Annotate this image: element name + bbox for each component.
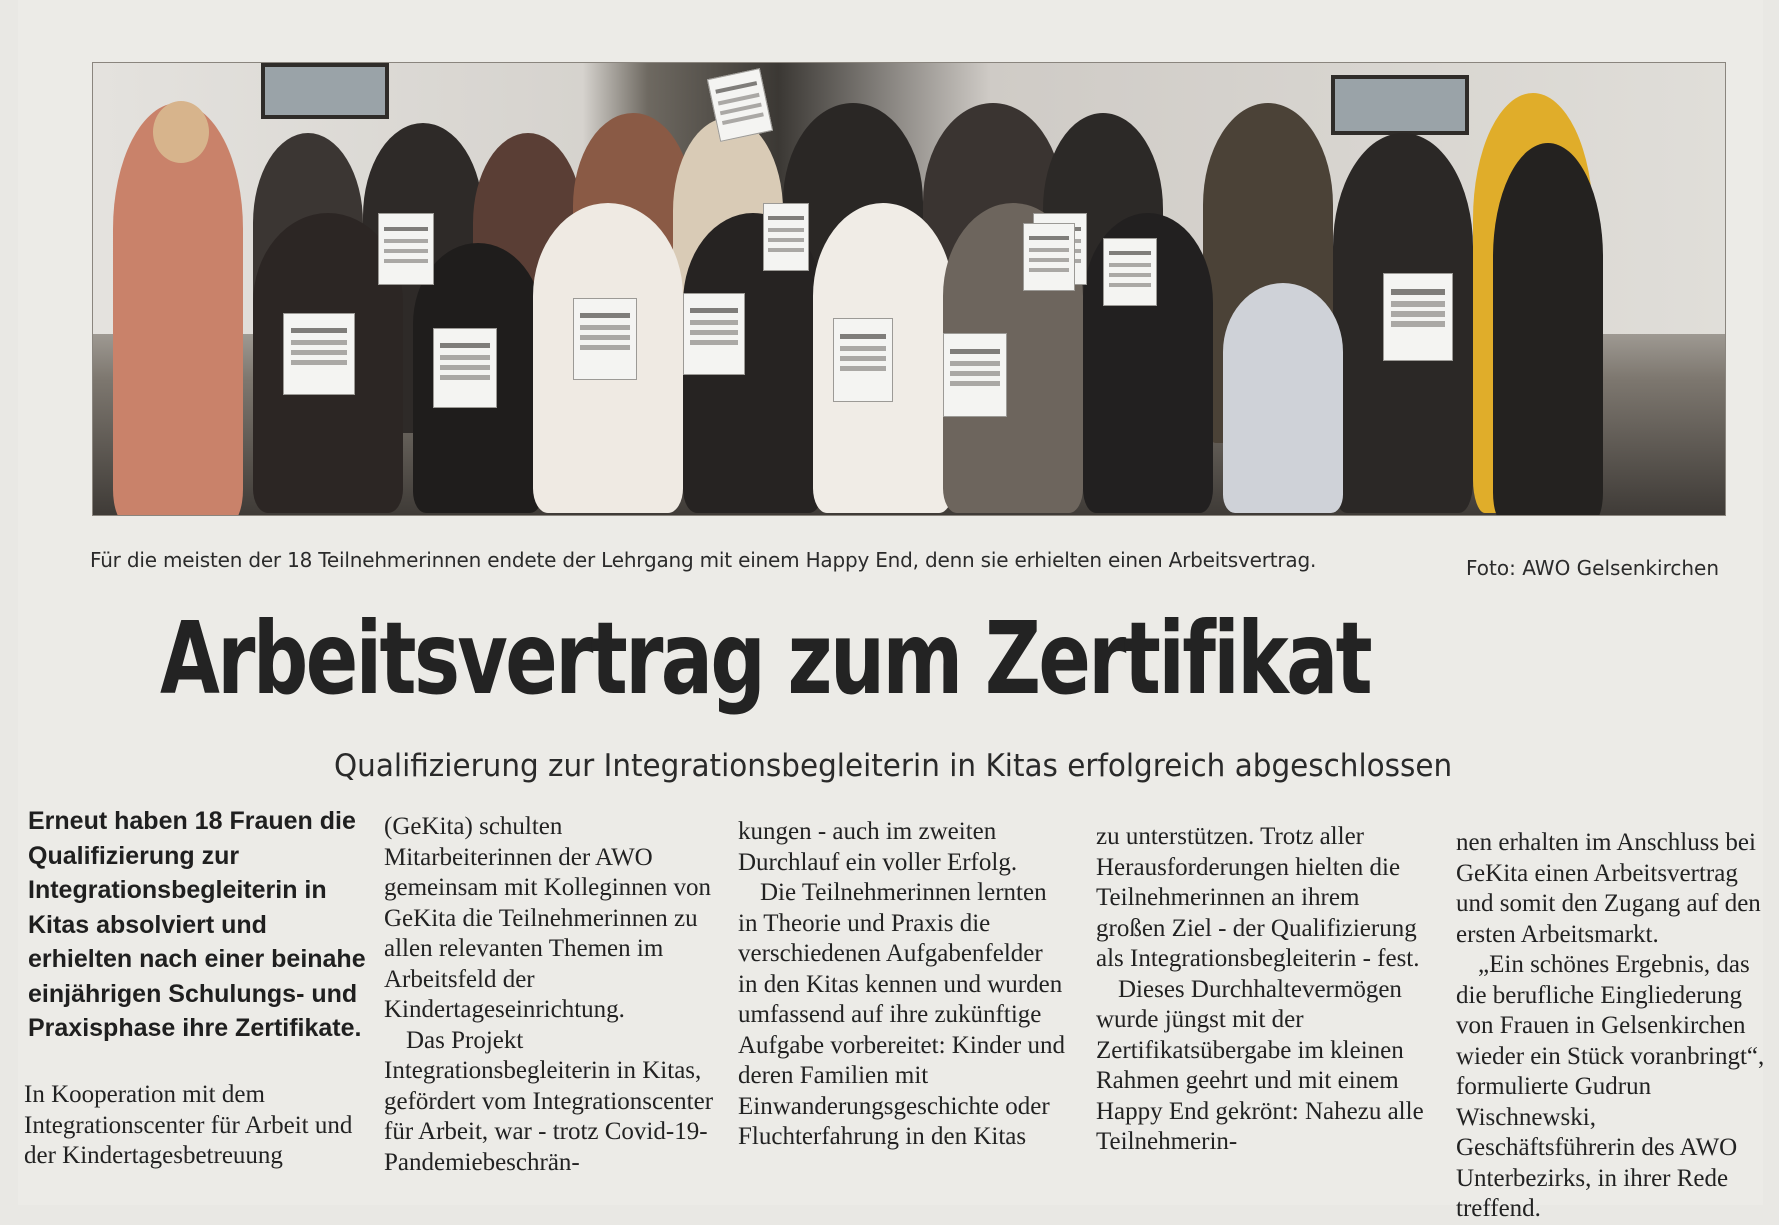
paragraph: (GeKita) schulten Mitarbeiterinnen der AWO gemeinsam mit Kolleginnen von GeKita die Teilnehmerinnen zu allen relevanten Themen im Arbeitsfeld der Kindertageseinrichtung. — [384, 813, 712, 1023]
article-column-4 — [1096, 822, 1426, 1158]
photo-caption: Für die meisten der 18 Teilnehmerinnen endete der Lehrgang mit einem Happy End, denn sie erhielten einen Arbeitsvertrag. — [90, 548, 1317, 572]
article-column-2 — [384, 812, 714, 1178]
paragraph: Das Projekt Integrationsbegleiterin in Kitas, gefördert vom Integrationscenter für Arbeit, war - trotz Covid-19-Pandemiebeschrän- — [384, 1026, 714, 1176]
paragraph: „Ein schönes Ergebnis, das die berufliche Eingliederung von Frauen in Gelsenkirchen wieder ein Stück voranbringt“, formulierte Gudrun Wischnewski, Geschäftsführerin des AWO Unterbezirks, in ihrer Rede treffend. — [1456, 951, 1765, 1222]
article-column-3 — [738, 817, 1068, 1153]
article-column-5 — [1456, 828, 1776, 1225]
paragraph: Die Teilnehmerinnen lernten in Theorie und Praxis die verschiedenen Aufgabenfelder in den Kitas kennen und wurden umfassend auf ihre zukünftige Aufgabe vorbereitet: Kinder und deren Familien mit Einwanderungsgeschichte oder Fluchterfahrung in den Kitas — [738, 879, 1065, 1150]
paragraph: Dieses Durchhaltevermögen wurde jüngst mit der Zertifikatsübergabe im kleinen Rahmen geehrt und mit einem Happy End gekrönt: Nahezu alle Teilnehmerin- — [1096, 975, 1424, 1155]
subheadline: Qualifizierung zur Integrationsbegleiterin in Kitas erfolgreich abgeschlossen — [334, 748, 1453, 784]
headline: Arbeitsvertrag zum Zertifikat — [160, 600, 1371, 717]
paragraph: kungen - auch im zweiten Durchlauf ein voller Erfolg. — [738, 818, 1018, 876]
group-photo — [92, 62, 1726, 516]
paragraph: nen erhalten im Anschluss bei GeKita einen Arbeitsvertrag und somit den Zugang auf den ersten Arbeitsmarkt. — [1456, 829, 1761, 948]
paragraph: zu unterstützen. Trotz aller Herausforderungen hielten die Teilnehmerinnen an ihrem großen Ziel - der Qualifizierung als Integrationsbegleiterin - fest. — [1096, 823, 1420, 972]
article-lead: Erneut haben 18 Frauen die Qualifizierung zur Integrationsbegleiterin in Kitas absolviert und erhielten nach einer beinahe einjährigen Schulungs- und Praxisphase ihre Zertifikate. — [28, 807, 366, 1042]
photo-credit: Foto: AWO Gelsenkirchen — [1466, 556, 1719, 580]
article-column-1: In Kooperation mit dem Integrationscenter für Arbeit und der Kindertagesbetreuung — [24, 1081, 353, 1169]
